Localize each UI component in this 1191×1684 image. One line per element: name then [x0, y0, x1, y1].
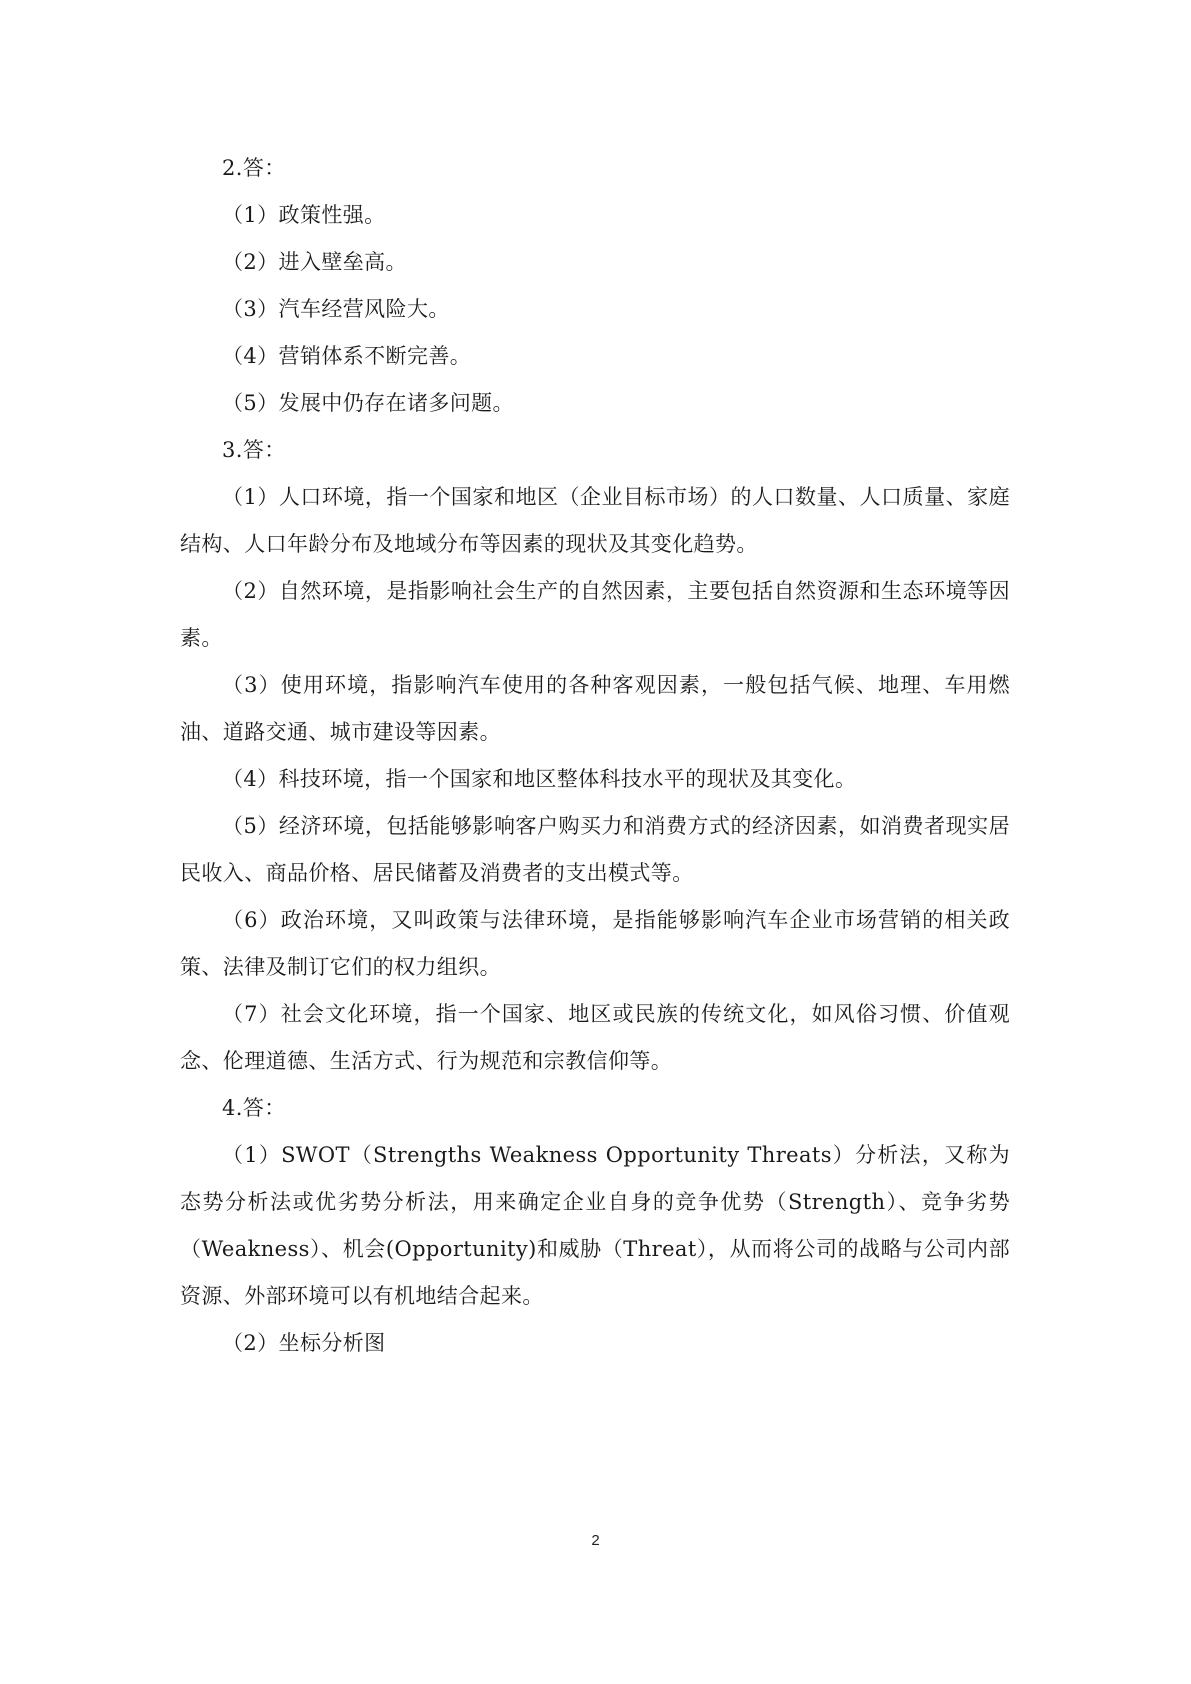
answer-3-item-7: （7）社会文化环境，指一个国家、地区或民族的传统文化，如风俗习惯、价值观念、伦理道德、生活方式、行为规范和宗教信仰等。 — [180, 1002, 1010, 1073]
answer-3-item-5: （5）经济环境，包括能够影响客户购买力和消费方式的经济因素，如消费者现实居民收入、商品价格、居民储蓄及消费者的支出模式等。 — [180, 814, 1010, 885]
answer-3-item-3: （3）使用环境，指影响汽车使用的各种客观因素，一般包括气候、地理、车用燃油、道路交通、城市建设等因素。 — [180, 673, 1010, 744]
answer-2-item-1: （1）政策性强。 — [222, 203, 386, 227]
answer-2-item-2: （2）进入壁垒高。 — [222, 250, 407, 274]
answer-2-item-4: （4）营销体系不断完善。 — [222, 344, 472, 368]
answer-3-item-2: （2）自然环境，是指影响社会生产的自然因素，主要包括自然资源和生态环境等因素。 — [180, 579, 1010, 650]
answer-4-item-1: （1）SWOT（Strengths Weakness Opportunity Threats）分析法，又称为态势分析法或优劣势分析法，用来确定企业自身的竞争优势（Strength）、竞争劣势（Weakness）、机会(Opportunity)和威胁（Threat），从而将公司的战略与公司内部资源、外部环境可以有机地结合起来。 — [180, 1143, 1010, 1308]
answer-heading-4: 4.答： — [222, 1096, 286, 1120]
page-body — [180, 145, 1010, 1367]
answer-heading-2: 2.答： — [222, 156, 286, 180]
answer-3-item-1: （1）人口环境，指一个国家和地区（企业目标市场）的人口数量、人口质量、家庭结构、人口年龄分布及地域分布等因素的现状及其变化趋势。 — [180, 485, 1010, 556]
page-number: 2 — [591, 1532, 600, 1549]
answer-3-item-6: （6）政治环境，又叫政策与法律环境，是指能够影响汽车企业市场营销的相关政策、法律及制订它们的权力组织。 — [180, 908, 1010, 979]
answer-3-item-4: （4）科技环境，指一个国家和地区整体科技水平的现状及其变化。 — [222, 767, 857, 791]
answer-heading-3: 3.答： — [222, 438, 286, 462]
answer-4-item-2: （2）坐标分析图 — [222, 1331, 386, 1355]
answer-2-item-5: （5）发展中仍存在诸多问题。 — [222, 391, 514, 415]
answer-2-item-3: （3）汽车经营风险大。 — [222, 297, 450, 321]
